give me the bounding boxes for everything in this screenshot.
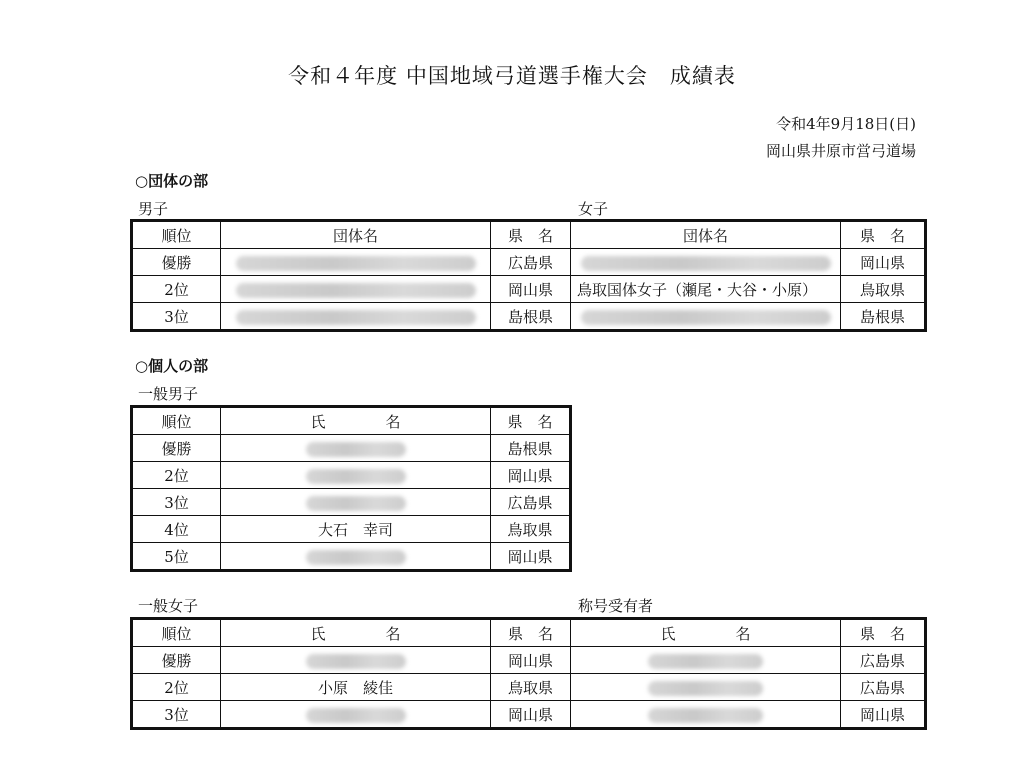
header-cell: 団体名 — [221, 221, 491, 249]
header-cell: 順位 — [132, 221, 221, 249]
prefecture-cell: 岡山県 — [491, 276, 571, 303]
table-header-row — [132, 221, 926, 249]
prefecture-cell: 広島県 — [491, 249, 571, 276]
individual-men-table — [130, 405, 572, 572]
header-cell: 団体名 — [571, 221, 841, 249]
name-cell — [221, 489, 491, 516]
table-row — [132, 647, 926, 674]
prefecture-cell: 広島県 — [841, 647, 926, 674]
redacted-name — [306, 708, 406, 723]
prefecture-cell: 広島県 — [491, 489, 571, 516]
redacted-name — [306, 496, 406, 511]
redacted-name — [306, 550, 406, 565]
prefecture-cell: 島根県 — [841, 303, 926, 331]
event-date: 令和4年9月18日(日) — [776, 115, 916, 133]
name-cell — [571, 674, 841, 701]
prefecture-cell: 島根県 — [491, 435, 571, 462]
prefecture-cell: 島根県 — [491, 303, 571, 331]
rank-cell: 3位 — [132, 303, 221, 331]
name-cell — [571, 647, 841, 674]
prefecture-cell: 岡山県 — [491, 462, 571, 489]
table-row — [132, 489, 571, 516]
name-cell — [221, 701, 491, 729]
header-cell: 県 名 — [491, 407, 571, 435]
prefecture-cell: 岡山県 — [491, 701, 571, 729]
header-given-name: 名 — [385, 624, 401, 643]
table-row — [132, 543, 571, 571]
page-title: 令和４年度 中国地域弓道選手権大会 成績表 — [288, 64, 736, 88]
prefecture-cell: 鳥取県 — [491, 674, 571, 701]
header-surname: 氏 — [310, 412, 326, 431]
event-venue: 岡山県井原市営弓道場 — [765, 142, 916, 160]
name-cell: 小原 綾佳 — [221, 674, 491, 701]
redacted-name — [306, 469, 406, 484]
redacted-name — [648, 681, 763, 696]
prefecture-cell: 岡山県 — [491, 647, 571, 674]
header-cell — [571, 619, 841, 647]
rank-cell: 優勝 — [132, 249, 221, 276]
rank-cell: 2位 — [132, 462, 221, 489]
table-row — [132, 435, 571, 462]
rank-cell: 2位 — [132, 276, 221, 303]
team-men-label: 男子 — [138, 200, 169, 218]
name-cell — [221, 543, 491, 571]
team-women-label: 女子 — [578, 200, 609, 218]
header-cell: 県 名 — [841, 619, 926, 647]
redacted-name — [581, 256, 831, 271]
rank-cell: 優勝 — [132, 435, 221, 462]
redacted-name — [236, 283, 476, 298]
redacted-name — [306, 442, 406, 457]
prefecture-cell: 鳥取県 — [491, 516, 571, 543]
redacted-name — [581, 310, 831, 325]
name-cell — [221, 462, 491, 489]
table-header-row — [132, 619, 926, 647]
table-row — [132, 462, 571, 489]
team-name-cell — [571, 303, 841, 331]
redacted-name — [648, 654, 763, 669]
rank-cell: 3位 — [132, 701, 221, 729]
header-surname: 氏 — [660, 624, 676, 643]
redacted-name — [648, 708, 763, 723]
table-row — [132, 674, 926, 701]
rank-cell: 優勝 — [132, 647, 221, 674]
prefecture-cell: 岡山県 — [841, 701, 926, 729]
team-section-heading: ○団体の部 — [135, 172, 209, 190]
individual-women-label: 一般女子 — [138, 597, 199, 615]
table-row — [132, 249, 926, 276]
header-cell — [221, 407, 491, 435]
team-name-cell — [571, 249, 841, 276]
table-row — [132, 701, 926, 729]
rank-cell: 2位 — [132, 674, 221, 701]
prefecture-cell: 岡山県 — [841, 249, 926, 276]
team-name-cell: 鳥取国体女子（瀬尾・大谷・小原） — [571, 276, 841, 303]
rank-cell: 3位 — [132, 489, 221, 516]
redacted-name — [236, 310, 476, 325]
redacted-name — [236, 256, 476, 271]
header-cell: 県 名 — [491, 221, 571, 249]
header-surname: 氏 — [310, 624, 326, 643]
header-cell: 順位 — [132, 619, 221, 647]
title-holders-label: 称号受有者 — [578, 597, 654, 615]
header-cell — [221, 619, 491, 647]
name-cell — [221, 647, 491, 674]
prefecture-cell: 岡山県 — [491, 543, 571, 571]
table-row — [132, 516, 571, 543]
rank-cell: 5位 — [132, 543, 221, 571]
individual-women-table — [130, 617, 927, 730]
header-cell: 県 名 — [841, 221, 926, 249]
name-cell — [221, 435, 491, 462]
team-name-cell — [221, 303, 491, 331]
individual-section-heading: ○個人の部 — [135, 357, 209, 375]
prefecture-cell: 広島県 — [841, 674, 926, 701]
rank-cell: 4位 — [132, 516, 221, 543]
team-name-cell — [221, 276, 491, 303]
table-row — [132, 303, 926, 331]
name-cell — [571, 701, 841, 729]
team-name-cell — [221, 249, 491, 276]
prefecture-cell: 鳥取県 — [841, 276, 926, 303]
table-header-row — [132, 407, 571, 435]
header-given-name: 名 — [735, 624, 751, 643]
header-cell: 順位 — [132, 407, 221, 435]
name-cell: 大石 幸司 — [221, 516, 491, 543]
individual-men-label: 一般男子 — [138, 385, 199, 403]
header-given-name: 名 — [385, 412, 401, 431]
team-results-table — [130, 219, 927, 332]
redacted-name — [306, 654, 406, 669]
header-cell: 県 名 — [491, 619, 571, 647]
table-row — [132, 276, 926, 303]
